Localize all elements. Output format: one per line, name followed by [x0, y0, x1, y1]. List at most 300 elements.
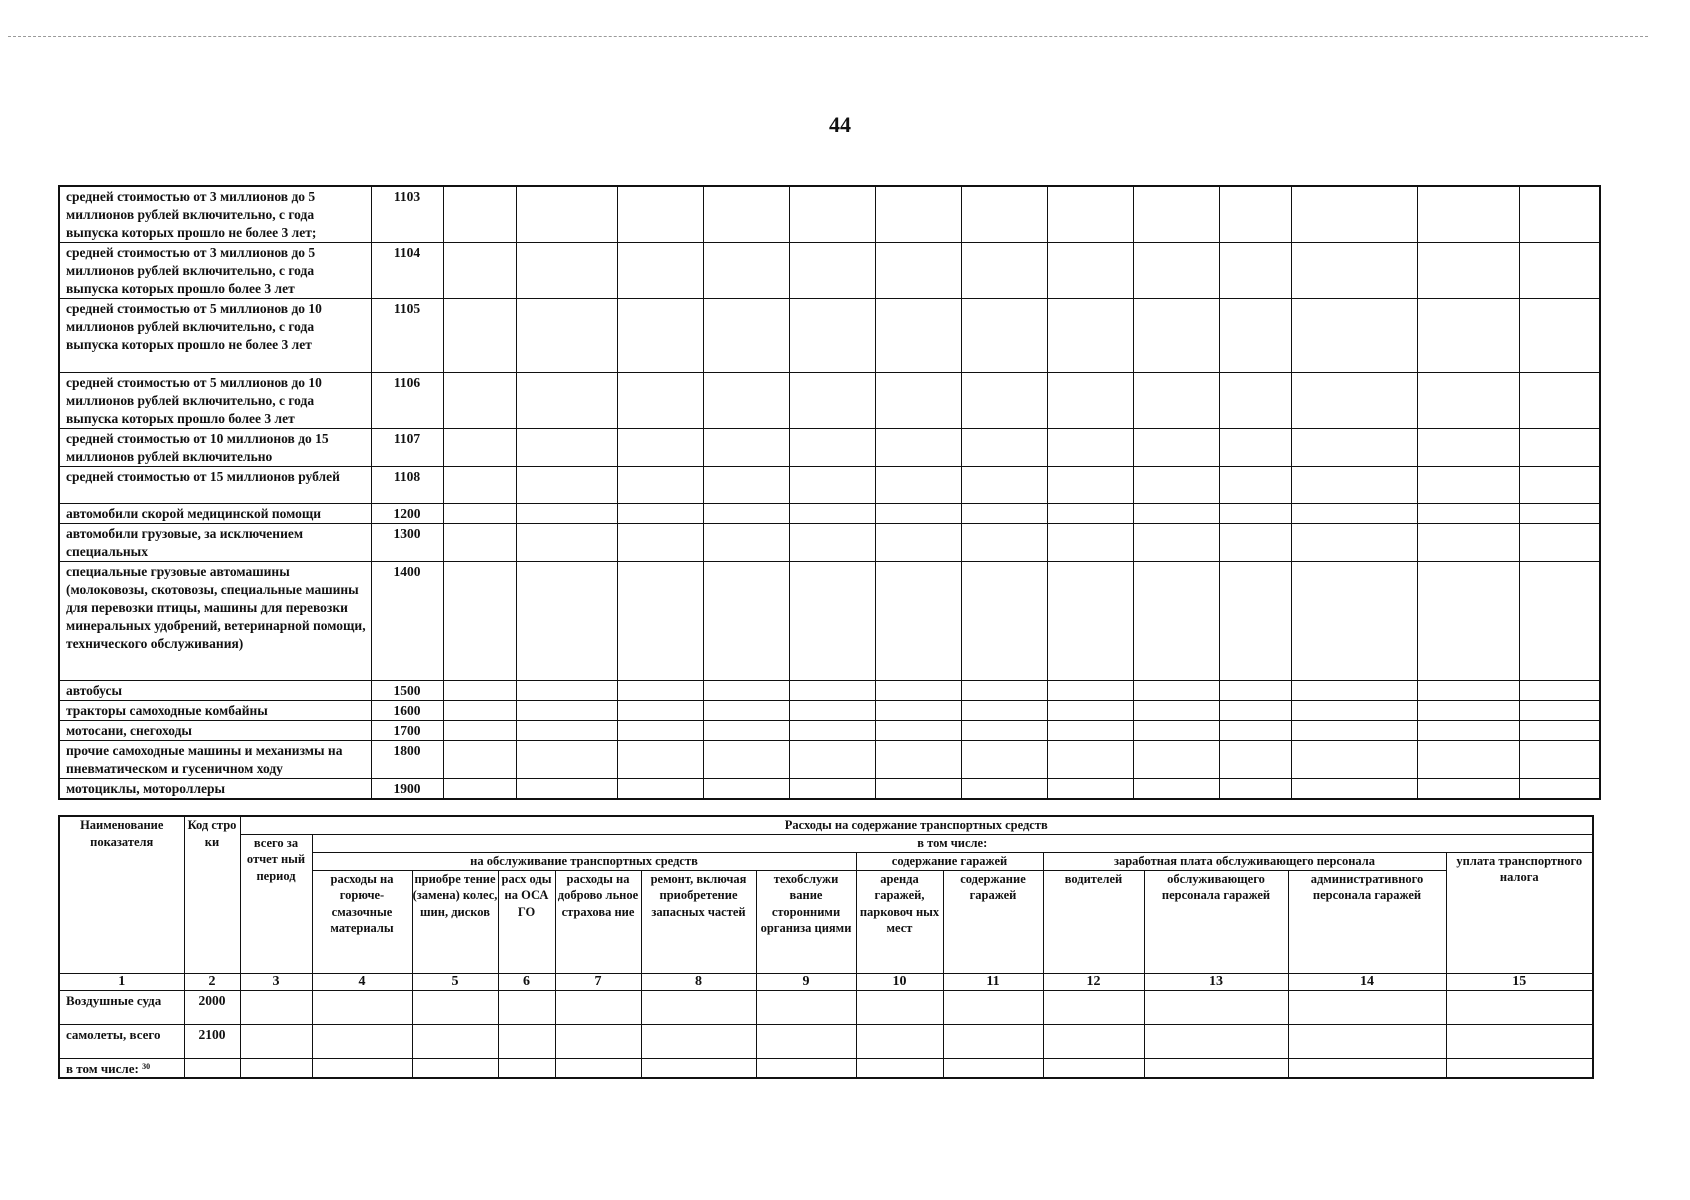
column-number: 7 [555, 973, 641, 990]
empty-value-cell [703, 524, 789, 562]
row-name-text: Воздушные суда [66, 992, 162, 1008]
header-col-garage-staff: обслуживающего персонала гаражей [1144, 870, 1288, 973]
empty-value-cell [1519, 373, 1600, 429]
empty-value-cell [516, 779, 617, 800]
row-name: тракторы самоходные комбайны [59, 701, 371, 721]
empty-value-cell [516, 467, 617, 504]
empty-value-cell [1219, 562, 1291, 681]
empty-value-cell [1043, 1024, 1144, 1058]
page-number: 44 [829, 112, 851, 137]
row-name: средней стоимостью от 10 миллионов до 15 миллионов рублей включительно [59, 429, 371, 467]
empty-value-cell [1133, 299, 1219, 373]
empty-value-cell [961, 701, 1047, 721]
empty-value-cell [1144, 1058, 1288, 1078]
header-total: всего за отчет ный период [240, 834, 312, 973]
column-number: 3 [240, 973, 312, 990]
empty-value-cell [1133, 681, 1219, 701]
empty-value-cell [875, 504, 961, 524]
empty-value-cell [875, 243, 961, 299]
row-name [59, 1058, 184, 1078]
empty-value-cell [443, 373, 516, 429]
header-col-fuel: расходы на горюче-смазочные материалы [312, 870, 412, 973]
empty-value-cell [1133, 186, 1219, 243]
transport-expenses-table [58, 815, 1594, 1079]
empty-value-cell [1417, 779, 1519, 800]
empty-value-cell [1043, 1058, 1144, 1078]
table-row [59, 524, 1600, 562]
empty-value-cell [1133, 243, 1219, 299]
empty-value-cell [312, 990, 412, 1024]
empty-value-cell [555, 1058, 641, 1078]
header-col-drivers: водителей [1043, 870, 1144, 973]
empty-value-cell [789, 721, 875, 741]
empty-value-cell [961, 504, 1047, 524]
empty-value-cell [961, 243, 1047, 299]
empty-value-cell [1144, 1024, 1288, 1058]
row-code: 1106 [371, 373, 443, 429]
empty-value-cell [1291, 779, 1417, 800]
empty-value-cell [1047, 681, 1133, 701]
row-code: 1600 [371, 701, 443, 721]
empty-value-cell [443, 299, 516, 373]
row-code [184, 1058, 240, 1078]
header-col-service: техобслужи вание сторонними организа циями [756, 870, 856, 973]
table-row [59, 467, 1600, 504]
row-name [59, 990, 184, 1024]
empty-value-cell [312, 1058, 412, 1078]
empty-value-cell [1417, 504, 1519, 524]
empty-value-cell [1219, 373, 1291, 429]
empty-value-cell [961, 299, 1047, 373]
empty-value-cell [412, 1058, 498, 1078]
empty-value-cell [1219, 721, 1291, 741]
empty-value-cell [1133, 701, 1219, 721]
empty-value-cell [961, 721, 1047, 741]
empty-value-cell [516, 429, 617, 467]
empty-value-cell [789, 243, 875, 299]
empty-value-cell [1133, 429, 1219, 467]
empty-value-cell [1417, 299, 1519, 373]
empty-value-cell [443, 701, 516, 721]
transport-expenses-table-body [59, 973, 1593, 1078]
empty-value-cell [1133, 467, 1219, 504]
column-number: 11 [943, 973, 1043, 990]
empty-value-cell [555, 990, 641, 1024]
empty-value-cell [1519, 186, 1600, 243]
empty-value-cell [943, 1058, 1043, 1078]
empty-value-cell [875, 524, 961, 562]
empty-value-cell [1519, 779, 1600, 800]
empty-value-cell [1519, 701, 1600, 721]
empty-value-cell [1219, 299, 1291, 373]
empty-value-cell [789, 524, 875, 562]
empty-value-cell [1047, 504, 1133, 524]
empty-value-cell [1047, 721, 1133, 741]
empty-value-cell [943, 990, 1043, 1024]
empty-value-cell [240, 1058, 312, 1078]
empty-value-cell [703, 779, 789, 800]
header-including: в том числе: [312, 834, 1593, 852]
empty-value-cell [703, 681, 789, 701]
empty-value-cell [703, 243, 789, 299]
column-number: 5 [412, 973, 498, 990]
column-number: 2 [184, 973, 240, 990]
empty-value-cell [856, 1058, 943, 1078]
empty-value-cell [555, 1024, 641, 1058]
empty-value-cell [443, 562, 516, 681]
empty-value-cell [703, 186, 789, 243]
empty-value-cell [1446, 990, 1593, 1024]
empty-value-cell [1219, 186, 1291, 243]
empty-value-cell [756, 1058, 856, 1078]
header-col-rent: аренда гаражей, парковоч ных мест [856, 870, 943, 973]
empty-value-cell [875, 701, 961, 721]
row-name-text: самолеты, всего [66, 1026, 161, 1042]
empty-value-cell [1291, 721, 1417, 741]
column-number: 6 [498, 973, 555, 990]
empty-value-cell [498, 1058, 555, 1078]
empty-value-cell [703, 373, 789, 429]
empty-value-cell [875, 741, 961, 779]
column-number: 12 [1043, 973, 1144, 990]
empty-value-cell [1133, 779, 1219, 800]
empty-value-cell [875, 299, 961, 373]
top-rule [8, 36, 1648, 37]
empty-value-cell [516, 701, 617, 721]
empty-value-cell [516, 524, 617, 562]
empty-value-cell [961, 779, 1047, 800]
empty-value-cell [516, 741, 617, 779]
row-code: 1107 [371, 429, 443, 467]
empty-value-cell [1417, 701, 1519, 721]
empty-value-cell [617, 243, 703, 299]
row-name-text: в том числе: [66, 1060, 139, 1076]
empty-value-cell [1219, 243, 1291, 299]
row-code: 1500 [371, 681, 443, 701]
row-name: средней стоимостью от 15 миллионов рублей [59, 467, 371, 504]
empty-value-cell [412, 1024, 498, 1058]
empty-value-cell [1133, 721, 1219, 741]
empty-value-cell [1519, 681, 1600, 701]
column-number: 13 [1144, 973, 1288, 990]
table-row [59, 779, 1600, 800]
empty-value-cell [703, 701, 789, 721]
row-code: 1200 [371, 504, 443, 524]
empty-value-cell [789, 562, 875, 681]
empty-value-cell [789, 779, 875, 800]
empty-value-cell [617, 429, 703, 467]
empty-value-cell [1291, 524, 1417, 562]
empty-value-cell [1047, 562, 1133, 681]
empty-value-cell [1519, 299, 1600, 373]
empty-value-cell [1047, 701, 1133, 721]
empty-value-cell [1291, 562, 1417, 681]
header-maintenance-group: на обслуживание транспортных средств [312, 852, 856, 870]
empty-value-cell [516, 243, 617, 299]
empty-value-cell [1291, 186, 1417, 243]
empty-value-cell [875, 373, 961, 429]
row-name: средней стоимостью от 5 миллионов до 10 миллионов рублей включительно, с года выпуска которых прошло не более 3 лет [59, 299, 371, 373]
row-code: 1300 [371, 524, 443, 562]
empty-value-cell [789, 373, 875, 429]
row-name: автомобили скорой медицинской помощи [59, 504, 371, 524]
empty-value-cell [875, 429, 961, 467]
empty-value-cell [1417, 429, 1519, 467]
empty-value-cell [1291, 299, 1417, 373]
empty-value-cell [961, 467, 1047, 504]
row-code: 2100 [184, 1024, 240, 1058]
header-col-admin-staff: административного персонала гаражей [1288, 870, 1446, 973]
empty-value-cell [443, 741, 516, 779]
footnote-marker: 30 [142, 1061, 151, 1071]
empty-value-cell [961, 429, 1047, 467]
empty-value-cell [703, 504, 789, 524]
empty-value-cell [617, 373, 703, 429]
empty-value-cell [1047, 373, 1133, 429]
empty-value-cell [703, 429, 789, 467]
empty-value-cell [1291, 741, 1417, 779]
table-row [59, 741, 1600, 779]
empty-value-cell [961, 186, 1047, 243]
row-name: средней стоимостью от 3 миллионов до 5 миллионов рублей включительно, с года выпуска которых прошло более 3 лет [59, 243, 371, 299]
empty-value-cell [1219, 504, 1291, 524]
transport-types-table-body [59, 186, 1600, 799]
table-row [59, 299, 1600, 373]
empty-value-cell [789, 701, 875, 721]
empty-value-cell [617, 741, 703, 779]
table-row [59, 243, 1600, 299]
empty-value-cell [617, 299, 703, 373]
empty-value-cell [1219, 467, 1291, 504]
empty-value-cell [703, 299, 789, 373]
empty-value-cell [617, 524, 703, 562]
empty-value-cell [875, 721, 961, 741]
empty-value-cell [1519, 721, 1600, 741]
empty-value-cell [516, 373, 617, 429]
empty-value-cell [703, 562, 789, 681]
empty-value-cell [1219, 779, 1291, 800]
column-number: 8 [641, 973, 756, 990]
header-row-code: Код стро ки [184, 816, 240, 973]
empty-value-cell [617, 562, 703, 681]
empty-value-cell [617, 504, 703, 524]
empty-value-cell [1288, 1058, 1446, 1078]
row-name [59, 1024, 184, 1058]
empty-value-cell [1219, 741, 1291, 779]
header-expenses-title: Расходы на содержание транспортных средств [240, 816, 1593, 834]
empty-value-cell [961, 524, 1047, 562]
table-row [59, 504, 1600, 524]
empty-value-cell [1291, 243, 1417, 299]
empty-value-cell [1519, 429, 1600, 467]
header-salary-group: заработная плата обслуживающего персонала [1043, 852, 1446, 870]
row-name: средней стоимостью от 3 миллионов до 5 миллионов рублей включительно, с года выпуска которых прошло не более 3 лет; [59, 186, 371, 243]
empty-value-cell [1291, 467, 1417, 504]
empty-value-cell [1417, 562, 1519, 681]
empty-value-cell [1519, 741, 1600, 779]
empty-value-cell [875, 562, 961, 681]
empty-value-cell [961, 741, 1047, 779]
empty-value-cell [1417, 243, 1519, 299]
header-indicator-name: Наименование показателя [59, 816, 184, 973]
empty-value-cell [240, 990, 312, 1024]
empty-value-cell [641, 1024, 756, 1058]
table-row [59, 429, 1600, 467]
empty-value-cell [412, 990, 498, 1024]
empty-value-cell [443, 779, 516, 800]
empty-value-cell [856, 1024, 943, 1058]
empty-value-cell [789, 186, 875, 243]
row-code: 1108 [371, 467, 443, 504]
table-row [59, 186, 1600, 243]
empty-value-cell [443, 524, 516, 562]
empty-value-cell [498, 990, 555, 1024]
empty-value-cell [443, 467, 516, 504]
empty-value-cell [1043, 990, 1144, 1024]
empty-value-cell [961, 681, 1047, 701]
table-row [59, 373, 1600, 429]
column-number: 9 [756, 973, 856, 990]
table-row [59, 721, 1600, 741]
row-name: средней стоимостью от 5 миллионов до 10 миллионов рублей включительно, с года выпуска которых прошло более 3 лет [59, 373, 371, 429]
empty-value-cell [617, 701, 703, 721]
empty-value-cell [1417, 741, 1519, 779]
table-row [59, 1058, 1593, 1078]
column-number: 10 [856, 973, 943, 990]
empty-value-cell [1047, 467, 1133, 504]
row-code: 1400 [371, 562, 443, 681]
empty-value-cell [617, 467, 703, 504]
empty-value-cell [1519, 243, 1600, 299]
table-row [59, 990, 1593, 1024]
empty-value-cell [1291, 504, 1417, 524]
row-name: прочие самоходные машины и механизмы на пневматическом и гусеничном ходу [59, 741, 371, 779]
table-row [59, 562, 1600, 681]
empty-value-cell [443, 243, 516, 299]
empty-value-cell [516, 186, 617, 243]
empty-value-cell [516, 299, 617, 373]
column-numbers-row [59, 973, 1593, 990]
empty-value-cell [943, 1024, 1043, 1058]
column-number: 4 [312, 973, 412, 990]
empty-value-cell [1047, 741, 1133, 779]
header-col-osago: расх оды на ОСА ГО [498, 870, 555, 973]
empty-value-cell [756, 1024, 856, 1058]
empty-value-cell [617, 681, 703, 701]
empty-value-cell [1133, 741, 1219, 779]
empty-value-cell [789, 681, 875, 701]
empty-value-cell [1219, 681, 1291, 701]
empty-value-cell [1417, 721, 1519, 741]
empty-value-cell [516, 562, 617, 681]
empty-value-cell [875, 681, 961, 701]
empty-value-cell [703, 721, 789, 741]
row-code: 1104 [371, 243, 443, 299]
empty-value-cell [240, 1024, 312, 1058]
row-code: 1103 [371, 186, 443, 243]
empty-value-cell [1417, 186, 1519, 243]
empty-value-cell [1291, 681, 1417, 701]
empty-value-cell [789, 467, 875, 504]
empty-value-cell [703, 741, 789, 779]
empty-value-cell [789, 299, 875, 373]
empty-value-cell [789, 504, 875, 524]
row-code: 1800 [371, 741, 443, 779]
empty-value-cell [1144, 990, 1288, 1024]
empty-value-cell [703, 467, 789, 504]
row-name: специальные грузовые автомашины (молоковозы, скотовозы, специальные машины для перевозки птицы, машины для перевозки минеральных удобрений, ветеринарной помощи, технического обслуживания) [59, 562, 371, 681]
empty-value-cell [1446, 1058, 1593, 1078]
empty-value-cell [1047, 779, 1133, 800]
empty-value-cell [1519, 524, 1600, 562]
empty-value-cell [1519, 504, 1600, 524]
empty-value-cell [1219, 429, 1291, 467]
empty-value-cell [498, 1024, 555, 1058]
empty-value-cell [1047, 186, 1133, 243]
empty-value-cell [1519, 467, 1600, 504]
column-number: 14 [1288, 973, 1446, 990]
empty-value-cell [789, 429, 875, 467]
empty-value-cell [961, 562, 1047, 681]
empty-value-cell [756, 990, 856, 1024]
empty-value-cell [443, 681, 516, 701]
empty-value-cell [961, 373, 1047, 429]
table-row [59, 1024, 1593, 1058]
empty-value-cell [617, 721, 703, 741]
empty-value-cell [1417, 373, 1519, 429]
table-row [59, 701, 1600, 721]
header-col-wheels: приобре тение (замена) колес, шин, дисков [412, 870, 498, 973]
empty-value-cell [516, 681, 617, 701]
header-col-repair: ремонт, включая приобретение запасных частей [641, 870, 756, 973]
empty-value-cell [443, 721, 516, 741]
empty-value-cell [1133, 524, 1219, 562]
empty-value-cell [516, 504, 617, 524]
empty-value-cell [1047, 524, 1133, 562]
empty-value-cell [875, 779, 961, 800]
empty-value-cell [1219, 524, 1291, 562]
row-code: 1900 [371, 779, 443, 800]
empty-value-cell [875, 186, 961, 243]
empty-value-cell [1417, 524, 1519, 562]
empty-value-cell [641, 1058, 756, 1078]
empty-value-cell [1047, 243, 1133, 299]
empty-value-cell [443, 429, 516, 467]
empty-value-cell [1133, 373, 1219, 429]
empty-value-cell [789, 741, 875, 779]
empty-value-cell [617, 779, 703, 800]
empty-value-cell [1291, 429, 1417, 467]
empty-value-cell [617, 186, 703, 243]
column-number: 1 [59, 973, 184, 990]
empty-value-cell [1047, 299, 1133, 373]
header-garage-group: содержание гаражей [856, 852, 1043, 870]
transport-types-table [58, 185, 1601, 800]
header-transport-tax: уплата транспортного налога [1446, 852, 1593, 973]
empty-value-cell [1133, 504, 1219, 524]
row-name: автобусы [59, 681, 371, 701]
row-name: автомобили грузовые, за исключением специальных [59, 524, 371, 562]
header-col-garage-upkeep: содержание гаражей [943, 870, 1043, 973]
empty-value-cell [443, 186, 516, 243]
empty-value-cell [641, 990, 756, 1024]
empty-value-cell [1446, 1024, 1593, 1058]
empty-value-cell [443, 504, 516, 524]
table-row [59, 681, 1600, 701]
empty-value-cell [1219, 701, 1291, 721]
empty-value-cell [1291, 701, 1417, 721]
column-number: 15 [1446, 973, 1593, 990]
